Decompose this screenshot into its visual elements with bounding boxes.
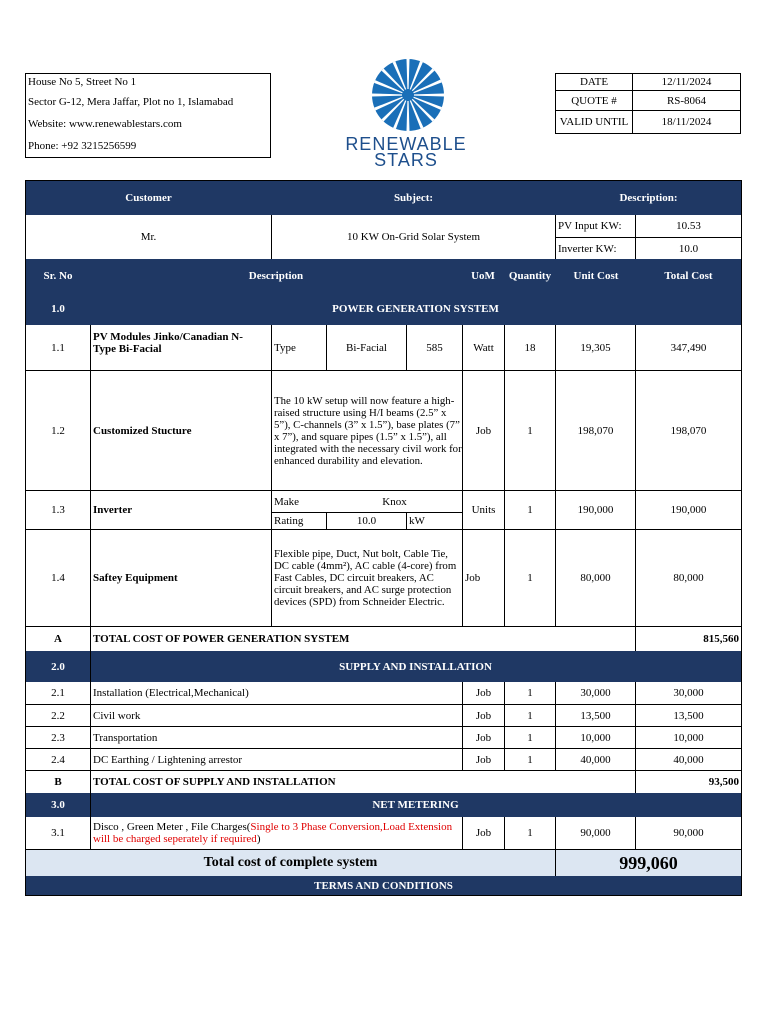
date-value: 12/11/2024: [661, 76, 712, 88]
row-1-3-rating-label: Rating: [274, 515, 304, 527]
row-1-1-qty: 18: [524, 341, 536, 354]
row-1-2-description: The 10 kW setup will now feature a high-raised structure using H/I beams (2.5” x 5”), C-channels (3” x 1.5”), base plates (7” x 7”), and square pipes (1.5” x 1.5”), all integrated with the necessary civil work for enhanced durability and elevation.: [274, 394, 462, 467]
row-1-3-make-value: Knox: [382, 495, 407, 508]
row-1-2-unit-cost: 198,070: [577, 424, 614, 437]
row-2-4-qty: 1: [527, 753, 533, 766]
row-2-3-uom: Job: [475, 731, 492, 744]
row-2-4-unit-cost: 40,000: [580, 753, 611, 766]
description-label: Description:: [619, 192, 678, 204]
section-1-title: POWER GENERATION SYSTEM: [332, 302, 499, 315]
company-logo: [336, 55, 476, 170]
section-1-number: 1.0: [51, 302, 65, 315]
row-1-4-qty: 1: [527, 572, 533, 584]
col-quantity: Quantity: [508, 269, 552, 282]
grand-total-value: 999,060: [619, 852, 678, 873]
row-1-2-total-cost: 198,070: [670, 424, 707, 437]
row-2-1-unit-cost: 30,000: [580, 687, 611, 699]
company-address-box: [25, 73, 271, 158]
row-1-3-name: Inverter: [93, 504, 133, 516]
section-3-header: [26, 793, 741, 817]
terms-header: [26, 876, 741, 895]
section-2-header: [26, 651, 741, 682]
row-2-2-unit-cost: 13,500: [580, 709, 611, 722]
col-description: Description: [248, 269, 304, 282]
customer-info-row: [26, 215, 741, 259]
terms-title: TERMS AND CONDITIONS: [314, 879, 453, 892]
row-2-1-number: 2.1: [51, 687, 65, 699]
logo-text-line-1: RENEWABLE: [345, 134, 467, 154]
pv-input-value: 10.53: [676, 220, 701, 232]
row-2-3-qty: 1: [527, 731, 533, 744]
row-2-2-description: Civil work: [93, 709, 141, 722]
grand-total-row: [26, 850, 741, 876]
row-3-1-desc-close: ): [256, 833, 261, 845]
quote-label: QUOTE #: [571, 94, 617, 107]
row-1-2-uom: Job: [475, 424, 492, 437]
row-1-1-name: PV Modules Jinko/Canadian N-Type Bi-Facial: [93, 331, 243, 355]
col-unit-cost: Unit Cost: [573, 269, 619, 282]
section-3-number: 3.0: [51, 799, 65, 811]
row-1-3-rating-unit: kW: [409, 515, 425, 527]
col-srno: Sr. No: [43, 269, 73, 282]
row-1-3-qty: 1: [527, 504, 533, 516]
row-1-2-name: Customized Stucture: [93, 424, 192, 437]
valid-until-value: 18/11/2024: [661, 116, 712, 128]
row-3-1-qty: 1: [527, 827, 533, 839]
section-1-header: [26, 292, 741, 325]
row-3-1-desc-main: Disco , Green Meter , File Charges(: [93, 821, 251, 833]
section-2-number: 2.0: [51, 660, 65, 673]
customer-value: Mr.: [140, 231, 157, 243]
date-label: DATE: [579, 76, 609, 88]
row-3-1-desc-note: Single to 3 Phase Conversion,Load Extension will be charged seperately if required: [93, 821, 453, 845]
quotation-table: [25, 180, 742, 896]
address-line-1: House No 5, Street No 1: [28, 76, 137, 88]
row-1-4-number: 1.4: [51, 572, 65, 584]
valid-until-label: VALID UNTIL: [559, 116, 629, 128]
col-total-cost: Total Cost: [664, 269, 713, 282]
total-b-label: TOTAL COST OF SUPPLY AND INSTALLATION: [93, 776, 336, 788]
subject-label: Subject:: [393, 192, 434, 204]
row-2-2-total-cost: 13,500: [673, 709, 704, 722]
total-b-value: 93,500: [708, 776, 739, 788]
col-uom: UoM: [471, 269, 495, 282]
row-1-4-total-cost: 80,000: [673, 572, 704, 584]
row-1-1-spec-bifacial: Bi-Facial: [346, 341, 387, 354]
row-3-1-number: 3.1: [51, 827, 65, 839]
row-2-1-qty: 1: [527, 687, 533, 699]
customer-header-bar: [26, 181, 741, 215]
row-3-1-unit-cost: 90,000: [580, 827, 611, 839]
row-1-1-unit-cost: 19,305: [580, 341, 611, 354]
quote-meta-box: [555, 73, 741, 134]
total-a-letter: A: [54, 633, 62, 645]
logo-text-line-2: STARS: [374, 150, 438, 170]
row-1-3-number: 1.3: [51, 504, 65, 516]
row-1-3-make-label: Make: [274, 495, 300, 508]
row-1-4-name: Saftey Equipment: [93, 572, 178, 584]
row-1-1-number: 1.1: [51, 341, 65, 354]
total-b-letter: B: [54, 776, 62, 788]
section-2-title: SUPPLY AND INSTALLATION: [339, 660, 492, 673]
phone: Phone: +92 3215256599: [28, 140, 137, 152]
row-1-1-spec-type: Type: [274, 341, 296, 354]
subject-value: 10 KW On-Grid Solar System: [346, 231, 480, 243]
quote-value: RS-8064: [666, 94, 707, 107]
row-1-4-uom: Job: [465, 572, 481, 584]
row-1-3-uom: Units: [471, 504, 496, 516]
inverter-kw-label: Inverter KW:: [558, 242, 617, 255]
row-1-4-description: Flexible pipe, Duct, Nut bolt, Cable Tie, DC cable (4mm²), AC cable (4-core) from Fast Cables, DC circuit breakers, AC circuit breakers, and AC surge protection devices (SPD) from Schneider Electric.: [274, 548, 457, 608]
row-2-4-number: 2.4: [51, 753, 65, 766]
grand-total-label: Total cost of complete system: [203, 855, 378, 870]
globe-logo-icon: [336, 55, 476, 140]
row-2-4-uom: Job: [475, 753, 492, 766]
row-3-1-total-cost: 90,000: [673, 827, 704, 839]
row-2-1-description: Installation (Electrical,Mechanical): [93, 687, 249, 699]
row-3-1-uom: Job: [475, 827, 492, 839]
row-2-1-total-cost: 30,000: [673, 687, 704, 699]
row-2-4-total-cost: 40,000: [673, 753, 704, 766]
row-2-4-description: DC Earthing / Lightening arrestor: [93, 753, 243, 766]
inverter-kw-value: 10.0: [678, 242, 699, 255]
row-1-3-total-cost: 190,000: [670, 504, 707, 516]
total-a-value: 815,560: [703, 633, 739, 645]
row-1-1-uom: Watt: [473, 341, 494, 354]
row-2-2-qty: 1: [527, 709, 533, 722]
row-2-3-unit-cost: 10,000: [580, 731, 611, 744]
address-line-2: Sector G-12, Mera Jaffar, Plot no 1, Islamabad: [28, 96, 234, 108]
row-1-1-spec-watt: 585: [426, 341, 443, 354]
row-1-2-qty: 1: [527, 424, 533, 437]
customer-label: Customer: [125, 192, 172, 204]
row-1-3-rating-value: 10.0: [356, 515, 377, 527]
row-1-2-number: 1.2: [51, 424, 65, 437]
row-2-3-total-cost: 10,000: [673, 731, 704, 744]
row-2-2-number: 2.2: [51, 709, 65, 722]
row-2-2-uom: Job: [475, 709, 492, 722]
row-1-4-unit-cost: 80,000: [580, 572, 611, 584]
row-1-3-unit-cost: 190,000: [577, 504, 614, 516]
section-3-title: NET METERING: [372, 799, 459, 811]
row-2-3-description: Transportation: [93, 731, 158, 744]
row-2-3-number: 2.3: [51, 731, 65, 744]
row-3-1-description: [91, 817, 462, 849]
pv-input-label: PV Input KW:: [558, 220, 622, 232]
row-1-1-total-cost: 347,490: [670, 341, 707, 354]
website: Website: www.renewablestars.com: [28, 118, 182, 130]
total-a-label: TOTAL COST OF POWER GENERATION SYSTEM: [93, 633, 350, 645]
row-2-1-uom: Job: [475, 687, 492, 699]
column-header-row: [26, 259, 741, 292]
